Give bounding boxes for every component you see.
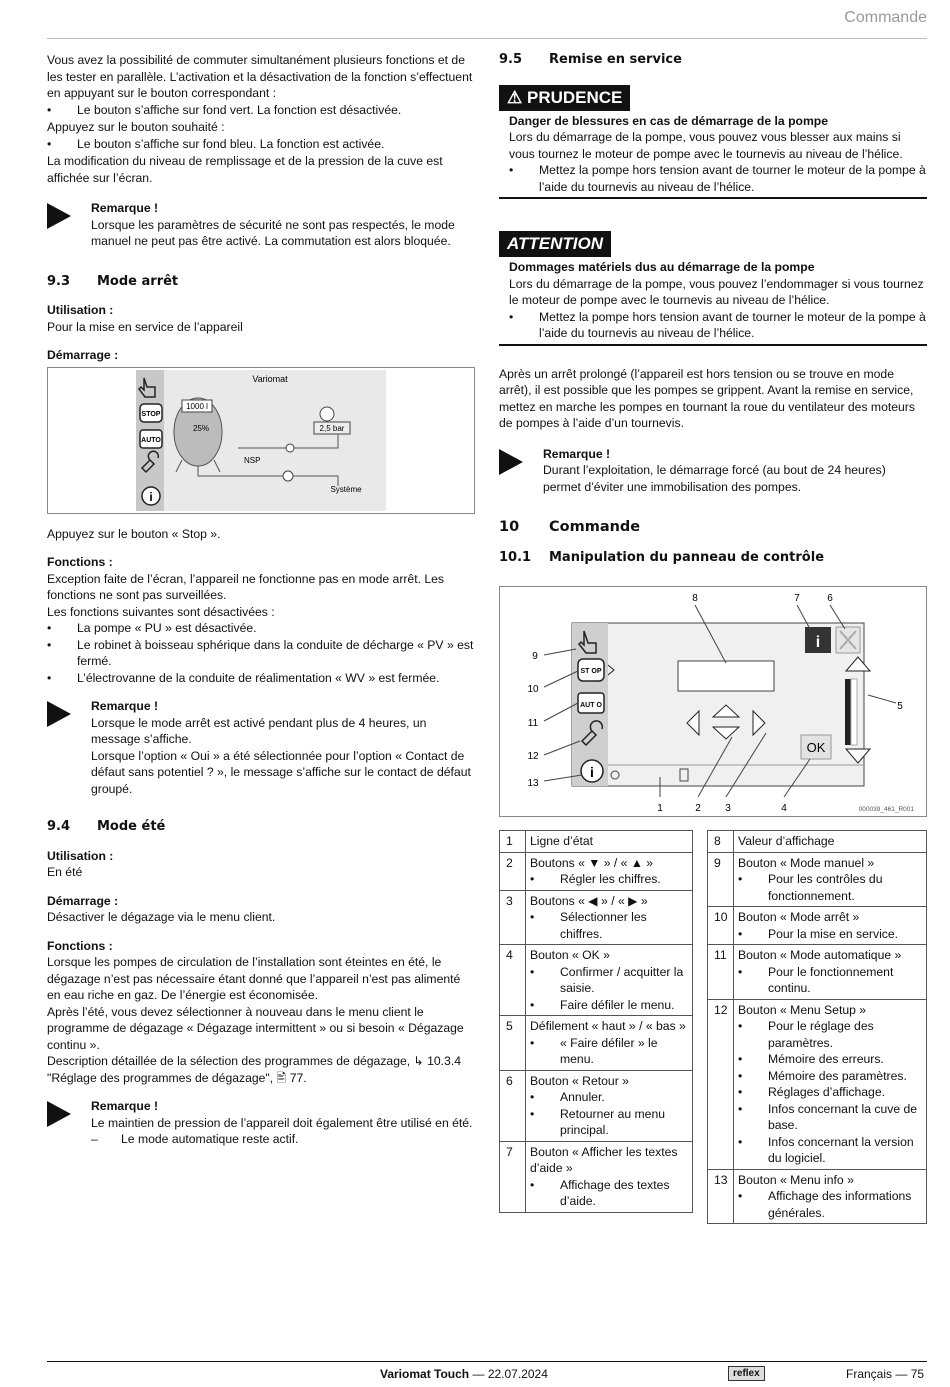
note-box <box>47 698 475 797</box>
bullet-item: • La pompe « PU » est désactivée. <box>47 621 257 635</box>
figure-control-panel <box>499 586 927 817</box>
legend-number: 11 <box>708 945 734 1000</box>
callout-9: 9 <box>532 651 538 662</box>
callout-5: 5 <box>897 701 903 712</box>
svg-text:ST OP: ST OP <box>580 668 602 675</box>
warning-title: Dommages matériels dus au démarrage de la pompe <box>509 260 815 274</box>
label-demarrage: Démarrage : <box>47 893 119 908</box>
label-fonctions: Fonctions : <box>47 555 113 569</box>
legend-description <box>526 852 693 890</box>
legend-bullet: • Annuler. <box>530 1090 605 1104</box>
note-text: Lorsque les paramètres de sécurité ne sont pas respectés, le mode manuel ne peut pas être activé. La commutation est alors bloquée. <box>91 217 455 248</box>
bullet-item: • L’électrovanne de la conduite de réalimentation « WV » est fermée. <box>47 670 440 685</box>
svg-text:2,5 bar: 2,5 bar <box>319 423 345 433</box>
legend-row <box>500 890 693 945</box>
left-column <box>47 52 475 1148</box>
label-demarrage: Démarrage : <box>47 348 119 362</box>
label-fonctions: Fonctions : <box>47 938 113 953</box>
legend-title: Ligne d’état <box>530 834 594 848</box>
legend-number: 9 <box>708 852 734 907</box>
functions-text: Après l’été, vous devez sélectionner à nouveau dans le menu client le programme de dégazage « Dégazage intermittent » ou si besoin « Dégazage continu ». <box>47 1004 464 1052</box>
svg-text:AUTO: AUTO <box>141 436 161 444</box>
bullet-item: • Mettez la pompe hors tension avant de tourner le moteur de la pompe à l’aide du tournevis au niveau de l’hélice. <box>509 309 926 340</box>
section-heading-9-3: 9.3 Mode arrêt <box>47 273 179 289</box>
functions-text: Exception faite de l’écran, l’appareil ne fonctionne pas en mode arrêt. Les fonctions ne sont pas surveillées. <box>47 571 445 602</box>
legend-row <box>708 1169 927 1224</box>
legend-description <box>734 852 927 907</box>
warning-attention <box>499 231 927 346</box>
callout-11: 11 <box>527 718 539 729</box>
legend-description <box>526 890 693 945</box>
legend-title: Bouton « Menu info » <box>738 1172 854 1187</box>
footer-product: Variomat Touch — 22.07.2024 <box>380 1367 548 1381</box>
legend-description <box>526 945 693 1016</box>
stop-mode-diagram <box>48 368 474 513</box>
demarrage-text: Désactiver le dégazage via le menu client. <box>47 910 276 924</box>
legend-bullet: • Mémoire des erreurs. <box>738 1052 884 1066</box>
note-title: Remarque ! <box>91 1099 159 1113</box>
legend-description <box>526 1070 693 1141</box>
note-title: Remarque ! <box>91 201 159 215</box>
note-box <box>47 200 475 250</box>
svg-text:Système: Système <box>330 484 362 494</box>
legend-bullet: • Pour le réglage des paramètres. <box>738 1019 874 1050</box>
legend-bullet: • Réglages d’affichage. <box>738 1085 885 1099</box>
warning-header: ATTENTION <box>499 231 611 257</box>
legend-description <box>734 907 927 945</box>
svg-text:OK: OK <box>806 740 826 755</box>
legend-bullet: • Affichage des textes d’aide. <box>530 1177 670 1208</box>
legend-description <box>734 1169 927 1224</box>
legend-bullet: • « Faire défiler » le menu. <box>530 1035 658 1066</box>
legend-number: 6 <box>500 1070 526 1141</box>
legend-row <box>708 999 927 1169</box>
warning-header: ⚠ PRUDENCE <box>499 85 630 111</box>
callout-10: 10 <box>527 684 539 695</box>
legend-number: 2 <box>500 852 526 890</box>
legend-title: Bouton « Retour » <box>530 1073 629 1088</box>
note-box <box>499 446 927 496</box>
svg-text:i: i <box>815 634 821 651</box>
bullet-item: • Mettez la pompe hors tension avant de tourner le moteur de la pompe à l’aide du tournevis au niveau de l’hélice. <box>509 163 926 194</box>
section-heading-10: 10 Commande <box>499 519 641 535</box>
legend-number: 10 <box>708 907 734 945</box>
functions-text: Lorsque les pompes de circulation de l’installation sont éteintes en été, le dégazage n’est pas nécessaire étant donné que l’appareil n’est pas alimenté en eau riche en gaz. De l’énergie est économisée. <box>47 955 461 1002</box>
note-text: Durant l’exploitation, le démarrage forcé (au bout de 24 heures) permet d’éviter une immobilisation des pompes. <box>543 463 886 494</box>
scrollbar[interactable] <box>845 679 851 745</box>
reflex-logo: reflex <box>728 1366 765 1381</box>
svg-text:1000 l: 1000 l <box>186 401 208 411</box>
legend-title: Bouton « Mode automatique » <box>738 948 902 962</box>
intro-paragraph: La modification du niveau de remplissage et de la pression de la cuve est affichée sur l’écran. <box>47 154 443 185</box>
note-text: Le maintien de pression de l’appareil doit également être utilisé en été. <box>91 1115 473 1130</box>
callout-12: 12 <box>527 751 539 762</box>
section-heading-9-4: 9.4 Mode été <box>47 819 166 834</box>
utilisation-text: Pour la mise en service de l’appareil <box>47 319 243 334</box>
legend-bullet: • Confirmer / acquitter la saisie. <box>530 964 684 995</box>
legend-bullet: • Mémoire des paramètres. <box>738 1068 907 1083</box>
legend-number: 3 <box>500 890 526 945</box>
callout-3: 3 <box>725 803 731 814</box>
legend-number: 13 <box>708 1169 734 1224</box>
utilisation-text: En été <box>47 865 83 879</box>
functions-text: Les fonctions suivantes sont désactivées : <box>47 604 275 619</box>
svg-text:i: i <box>149 489 153 504</box>
legend-bullet: • Faire défiler le menu. <box>530 997 675 1012</box>
legend-description <box>526 831 693 853</box>
warning-text: Lors du démarrage de la pompe, vous pouvez l’endommager si vous tournez le moteur de pompe avec le tournevis au niveau de l’hélice. <box>509 276 924 307</box>
bullet-item: • Le bouton s’affiche sur fond vert. La fonction est désactivée. <box>47 102 402 117</box>
legend-description <box>734 999 927 1169</box>
svg-text:i: i <box>590 764 594 780</box>
legend-title: Bouton « Afficher les textes d’aide » <box>530 1144 678 1175</box>
legend-bullet: • Pour la mise en service. <box>738 926 899 941</box>
legend-title: Bouton « Mode manuel » <box>738 855 875 870</box>
dash-item: – Le mode automatique reste actif. <box>91 1132 299 1146</box>
legend-bullet: • Régler les chiffres. <box>530 872 661 886</box>
legend-description <box>734 945 927 1000</box>
press-stop-text: Appuyez sur le bouton « Stop ». <box>47 526 221 541</box>
callout-2: 2 <box>695 803 701 814</box>
cross-reference[interactable]: Description détaillée de la sélection des programmes de dégazage, ↳ 10.3.4 "Réglage des programmes de dégazage", 🖹 77. <box>47 1054 462 1085</box>
section-heading-9-5: 9.5 Remise en service <box>499 52 682 67</box>
legend-description <box>734 831 927 853</box>
label-utilisation: Utilisation : <box>47 848 114 863</box>
figure-stop-mode <box>47 367 475 514</box>
pressure-gauge-icon <box>320 407 334 421</box>
svg-text:AUT O: AUT O <box>580 702 602 709</box>
section-heading-10-1: 10.1 Manipulation du panneau de contrôle <box>499 549 825 565</box>
legend-row <box>708 852 927 907</box>
legend-bullet: • Pour le fonctionnement continu. <box>738 964 894 995</box>
legend-title: Défilement « haut » / « bas » <box>530 1019 686 1033</box>
legend-bullet: • Infos concernant la version du logiciel. <box>738 1134 914 1165</box>
note-text: Lorsque le mode arrêt est activé pendant plus de 4 heures, un message s’affiche. <box>91 715 427 746</box>
legend-title: Bouton « OK » <box>530 948 610 962</box>
legend-number: 5 <box>500 1016 526 1071</box>
intro-paragraph: Vous avez la possibilité de commuter simultanément plusieurs fonctions et de les tester en parallèle. L’activation et la désactivation de la fonction s’effectuent en appuyant sur le bouton correspondant : <box>47 53 473 100</box>
legend-row <box>500 1070 693 1141</box>
legend-description <box>526 1016 693 1071</box>
legend-number: 7 <box>500 1141 526 1212</box>
recommission-paragraph: Après un arrêt prolongé (l’appareil est hors tension ou se trouve en mode arrêt), il est possible que les pompes se grippent. Avant la remise en service, mettez en marche les pompes en tournant la roue du ventilateur des moteurs de pompes à l’aide d’un tournevis. <box>499 366 915 430</box>
control-panel-diagram <box>500 587 926 816</box>
legend-row <box>500 945 693 1016</box>
figure-code: 000039_461_R001 <box>858 806 914 813</box>
legend-row <box>500 852 693 890</box>
right-column <box>499 52 927 1220</box>
bullet-item: • Le bouton s’affiche sur fond bleu. La fonction est activée. <box>47 136 385 151</box>
svg-text:STOP: STOP <box>141 410 161 418</box>
callout-4: 4 <box>781 803 787 814</box>
legend-row <box>708 945 927 1000</box>
note-title: Remarque ! <box>543 446 611 461</box>
svg-text:25%: 25% <box>192 423 210 433</box>
warning-title: Danger de blessures en cas de démarrage de la pompe <box>509 113 829 128</box>
legend-bullet: • Sélectionner les chiffres. <box>530 910 647 941</box>
warning-caution <box>499 85 927 200</box>
legend-table-right <box>707 830 927 1224</box>
callout-1: 1 <box>657 803 663 814</box>
svg-text:Variomat: Variomat <box>252 373 288 384</box>
footer-rule <box>47 1361 927 1362</box>
legend-row <box>500 1141 693 1212</box>
note-arrow-icon <box>499 449 523 475</box>
legend-title: Boutons « ▼ » / « ▲ » <box>530 855 654 870</box>
legend-description <box>526 1141 693 1212</box>
legend-title: Valeur d’affichage <box>738 834 835 848</box>
legend-row <box>708 907 927 945</box>
legend-title: Bouton « Menu Setup » <box>738 1002 867 1017</box>
legend-title: Bouton « Mode arrêt » <box>738 910 860 924</box>
footer-page: Français — 75 <box>846 1367 925 1381</box>
note-arrow-icon <box>47 701 71 727</box>
legend-title: Boutons « ◀ » / « ▶ » <box>530 893 648 908</box>
note-arrow-icon <box>47 1101 71 1127</box>
legend-table-left <box>499 830 693 1213</box>
svg-text:NSP: NSP <box>244 455 261 465</box>
note-text: Lorsque l’option « Oui » a été sélectionnée pour l’option « Contact de défaut sans potentiel ? », le message s’affiche sur le contact de défaut groupé. <box>91 748 471 796</box>
label-utilisation: Utilisation : <box>47 303 114 317</box>
note-title: Remarque ! <box>91 699 159 713</box>
legend-row <box>708 831 927 853</box>
legend-bullet: • Affichage des informations générales. <box>738 1189 912 1220</box>
bullet-item: • Le robinet à boisseau sphérique dans la conduite de décharge « PV » est fermé. <box>47 637 474 668</box>
legend-row <box>500 1016 693 1071</box>
legend-number: 1 <box>500 831 526 853</box>
header-rule <box>47 38 927 39</box>
legend-bullet: • Infos concernant la cuve de base. <box>738 1101 918 1132</box>
pump-icon <box>283 471 293 481</box>
intro-paragraph: Appuyez sur le bouton souhaité : <box>47 120 225 134</box>
display-value-field <box>678 661 774 691</box>
legend-bullet: • Pour les contrôles du fonctionnement. <box>738 872 883 903</box>
note-arrow-icon <box>47 203 71 229</box>
page-header-title: Commande <box>844 9 927 26</box>
note-box <box>47 1098 475 1148</box>
callout-6: 6 <box>827 593 833 604</box>
legend-number: 12 <box>708 999 734 1169</box>
callout-8: 8 <box>692 593 698 604</box>
callout-13: 13 <box>527 778 539 789</box>
legend-row <box>500 831 693 853</box>
legend-number: 8 <box>708 831 734 853</box>
callout-7: 7 <box>794 593 800 604</box>
legend-number: 4 <box>500 945 526 1016</box>
warning-text: Lors du démarrage de la pompe, vous pouvez vous blesser aux mains si vous tournez le moteur de pompe avec le tournevis au niveau de l’hélice. <box>509 130 903 161</box>
legend-bullet: • Retourner au menu principal. <box>530 1106 666 1137</box>
warning-triangle-icon: ⚠ <box>507 87 523 107</box>
